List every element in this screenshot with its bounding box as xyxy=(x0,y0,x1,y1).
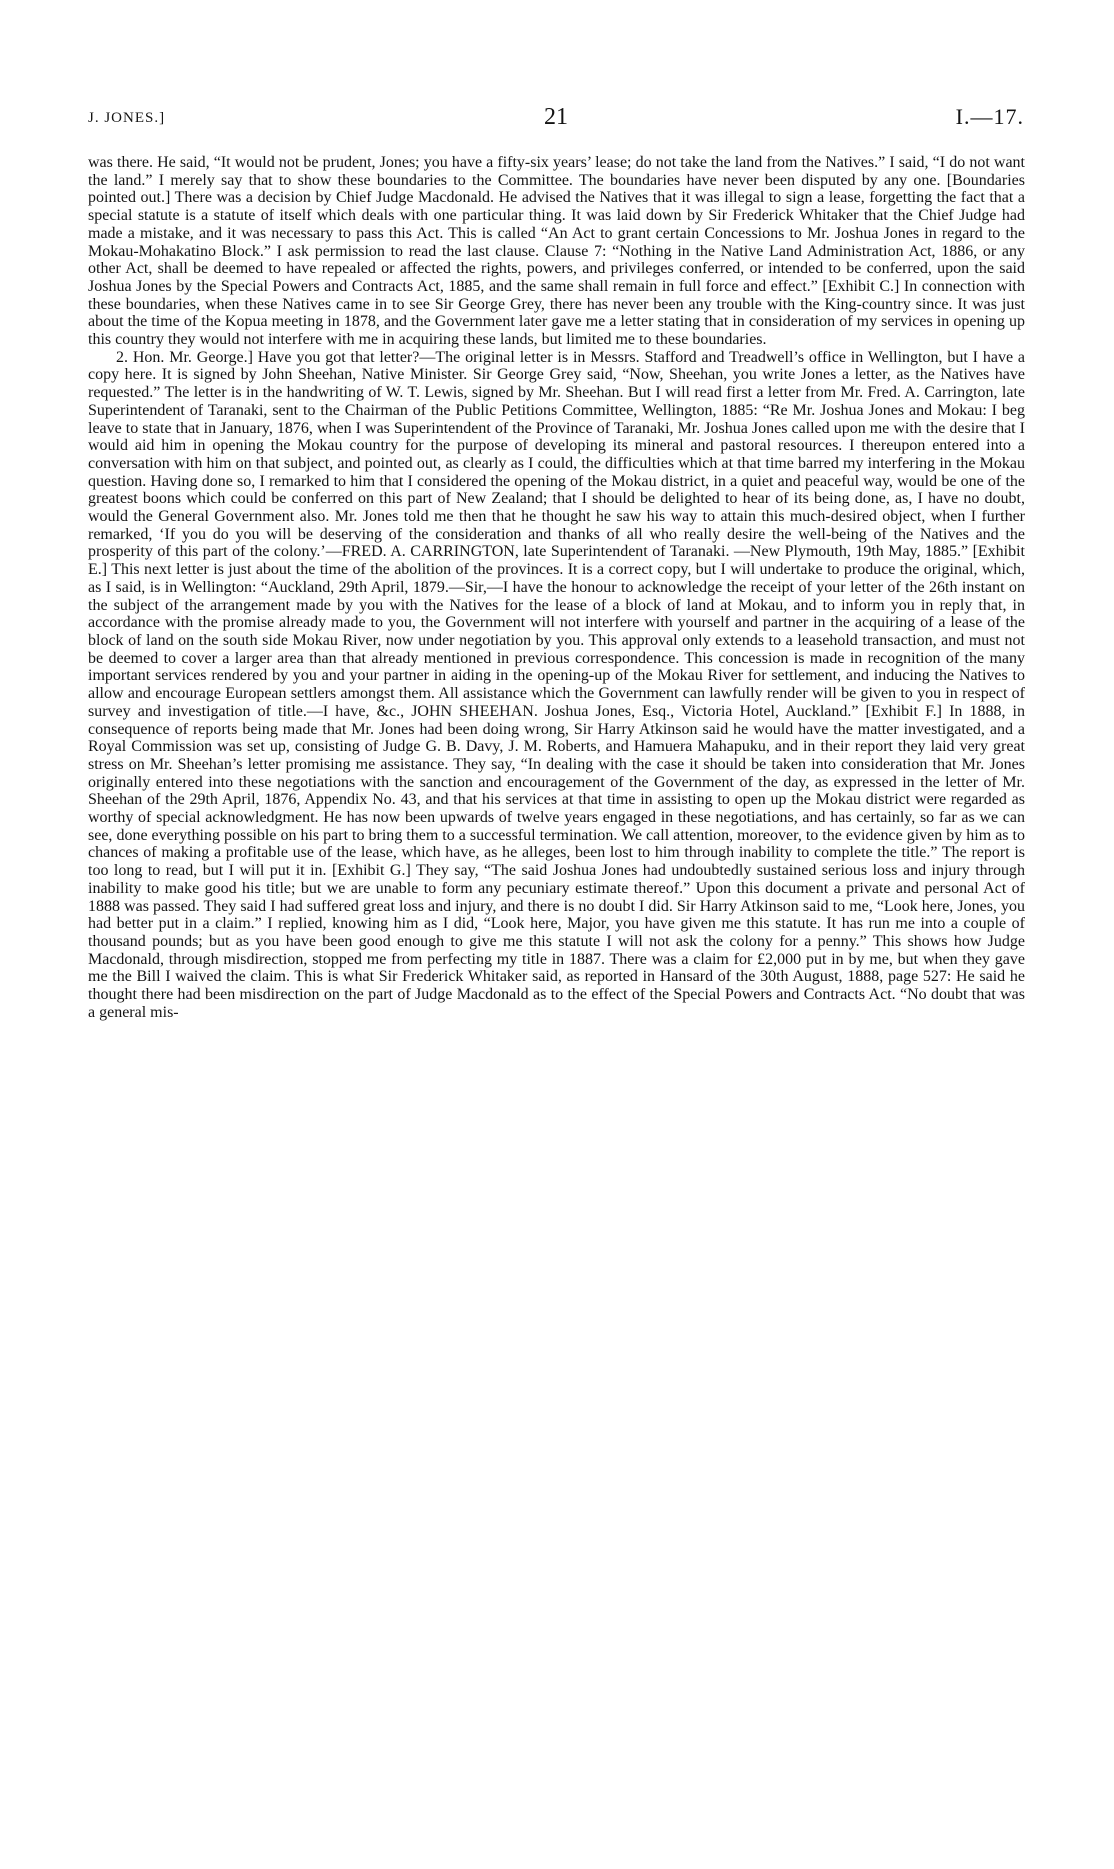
paragraph-question-2: 2. Hon. Mr. George.] Have you got that letter?—The original letter is in Messrs. Stafford and Treadwell’s office in Wellington, but I have a copy here. It is signed by John Sheehan, Native Minister. Sir George Grey said, “Now, Sheehan, you write Jones a letter, as the Natives have requested.” The letter is in the handwriting of W. T. Lewis, signed by Mr. Sheehan. But I will read first a letter from Mr. Fred. A. Carrington, late Superintendent of Taranaki, sent to the Chairman of the Public Petitions Committee, Wellington, 1885: “Re Mr. Joshua Jones and Mokau: I beg leave to state that in January, 1876, when I was Superintendent of the Province of Taranaki, Mr. Joshua Jones called upon me with the desire that I would aid him in opening the Mokau country for the purpose of developing its mineral and pastoral resources. I thereupon entered into a conversation with him on that subject, and pointed out, as clearly as I could, the difficulties which at that time barred my interfering in the Mokau question. Having done so, I remarked to him that I considered the opening of the Mokau district, in a quiet and peaceful way, would be one of the greatest boons which could be conferred on this part of New Zealand; that I should be delighted to hear of its being done, as, I have no doubt, would the General Government also. Mr. Jones told me then that he thought he saw his way to attain this much-desired object, when I further remarked, ‘If you do you will be deserving of the consideration and thanks of all who really desire the well-being of the Natives and the prosperity of this part of the colony.’—FRED. A. CARRINGTON, late Superintendent of Taranaki. —New Plymouth, 19th May, 1885.” [Exhibit E.] This next letter is just about the time of the abolition of the provinces. It is a correct copy, but I will undertake to produce the original, which, as I said, is in Wellington: “Auckland, 29th April, 1879.—Sir,—I have the honour to acknowledge the receipt of your letter of the 26th instant on the subject of the arrangement made by you with the Natives for the lease of a block of land at Mokau, and to inform you in reply that, in accordance with the promise already made to you, the Government will not interfere with yourself and partner in the acquiring of a lease of the block of land on the south side Mokau River, now under negotiation by you. This approval only extends to a leasehold transaction, and must not be deemed to cover a larger area than that already mentioned in previous correspondence. This concession is made in recognition of the many important services rendered by you and your partner in aiding in the opening-up of the Mokau River for settlement, and inducing the Natives to allow and encourage European settlers amongst them. All assistance which the Government can lawfully render will be given to you in respect of survey and investigation of title.—I have, &c., JOHN SHEEHAN. Joshua Jones, Esq., Victoria Hotel, Auckland.” [Exhibit F.] In 1888, in consequence of reports being made that Mr. Jones had been doing wrong, Sir Harry Atkinson said he would have the matter investigated, and a Royal Commission was set up, consisting of Judge G. B. Davy, J. M. Roberts, and Hamuera Mahapuku, and in their report they laid very great stress on Mr. Sheehan’s letter promising me assistance. They say, “In dealing with the case it should be taken into consideration that Mr. Jones originally entered into these negotiations with the sanction and encouragement of the Government of the day, as expressed in the letter of Mr. Sheehan of the 29th April, 1876, Appendix No. 43, and that his services at that time in assisting to open up the Mokau district were regarded as worthy of special acknowledgment. He has now been upwards of twelve years engaged in these negotiations, and has certainly, so far as we can see, done everything possible on his part to bring them to a successful termination. We call attention, moreover, to the evidence given by him as to chances of making a profitable use of the lease, which have, as he alleges, been lost to him through inability to complete the title.” The report is too long to read, but I will put it in. [Exhibit G.] They say, “The said Joshua Jones had undoubtedly sustained serious loss and injury through inability to make good his title; but we are unable to form any pecuniary estimate thereof.” Upon this document a private and personal Act of 1888 was passed. They said I had suffered great loss and injury, and there is no doubt I did. Sir Harry Atkinson said to me, “Look here, Jones, you had better put in a claim.” I replied, knowing him as I did, “Look here, Major, you have given me this statute. It has run me into a couple of thousand pounds; but as you have been good enough to give me this statute I will not ask the colony for a penny.” This shows how Judge Macdonald, through misdirection, stopped me from perfecting my title in 1887. There was a claim for £2,000 put in by me, but when they gave me the Bill I waived the claim. This is what Sir Frederick Whitaker said, as reported in Hansard of the 30th August, 1888, page 527: He said he thought there had been misdirection on the part of Judge Macdonald as to the effect of the Special Powers and Contracts Act. “No doubt that was a general mis- xyxy=(88,348,1025,1021)
paragraph-continuation: was there. He said, “It would not be prudent, Jones; you have a fifty-six years’ lease; do not take the land from the Natives.” I said, “I do not want the land.” I merely say that to show these boundaries to the Committee. The boundaries have never been disputed by any one. [Boundaries pointed out.] There was a decision by Chief Judge Macdonald. He advised the Natives that it was illegal to sign a lease, forgetting the fact that a special statute is a statute of itself which deals with one particular thing. It was laid down by Sir Frederick Whitaker that the Chief Judge had made a mistake, and it was necessary to pass this Act. This is called “An Act to grant certain Concessions to Mr. Joshua Jones in regard to the Mokau-Mohakatino Block.” I ask permission to read the last clause. Clause 7: “Nothing in the Native Land Administration Act, 1886, or any other Act, shall be deemed to have repealed or affected the rights, powers, and privileges conferred, or intended to be conferred, upon the said Joshua Jones by the Special Powers and Contracts Act, 1885, and the same shall remain in full force and effect.” [Exhibit C.] In connection with these boundaries, when these Natives came in to see Sir George Grey, there has never been any trouble with the King-country since. It was just about the time of the Kopua meeting in 1878, and the Government later gave me a letter stating that in consideration of my services in opening up this country they would not interfere with me in acquiring these lands, but limited me to these boundaries. xyxy=(88,154,1025,349)
document-reference: I.—17. xyxy=(955,104,1024,129)
running-header xyxy=(88,104,1024,134)
header-witness-name: J. JONES.] xyxy=(88,110,166,126)
page-number: 21 xyxy=(544,104,568,130)
body-text xyxy=(88,154,1025,1021)
